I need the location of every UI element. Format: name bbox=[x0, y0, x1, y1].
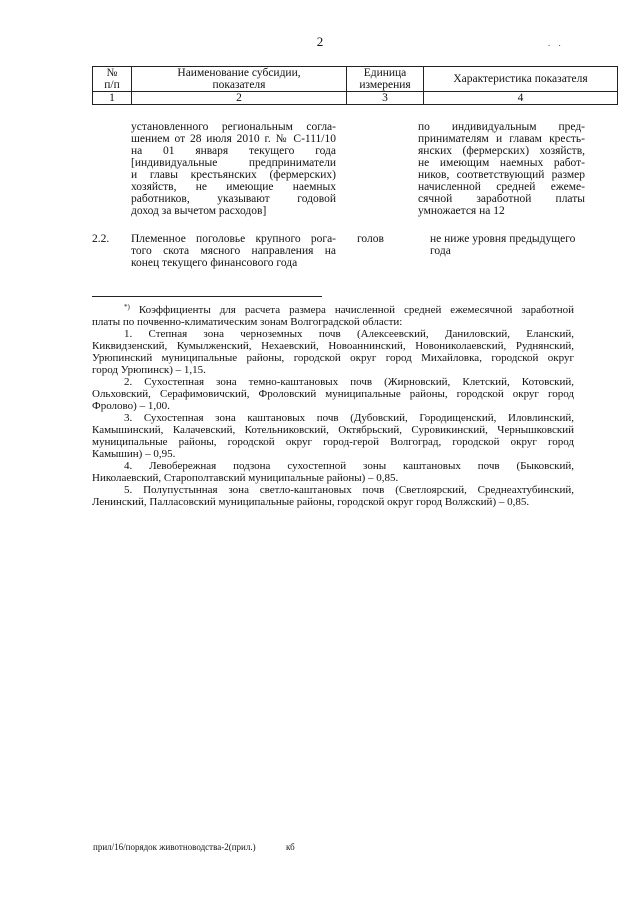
footer-initials: кб bbox=[286, 842, 295, 852]
column-numbers-row bbox=[93, 92, 618, 105]
col-number: 3 bbox=[347, 92, 424, 105]
header-num: № п/п bbox=[93, 67, 132, 92]
row1-characteristic-text: по индивидуальным пред- принимателям и главам кресть- янских (фермерских) хозяйств, не имеющим наемных работ- ников, соответствующий размер начисленной средней ежеме- сячной заработной платы умножается на 12 bbox=[418, 121, 585, 217]
col-number: 2 bbox=[132, 92, 347, 105]
col-number: 4 bbox=[424, 92, 618, 105]
footnote-item: 5. Полупустынная зона светло-каштановых почв (Светлоярский, Среднеахтубинский, Ленинский, Палласовский муниципальные районы, городской округ город Волжский) – 0,85. bbox=[92, 484, 574, 508]
row2-unit: голов bbox=[357, 233, 384, 245]
footnote-item: 1. Степная зона черноземных почв (Алексеевский, Даниловский, Еланский, Киквидзенский, Кумылженский, Нехаевский, Новоаннинский, Новониколаевский, Руднянский, Урюпинский муниципальные районы, городской округ город Михайловка, городской округ город Урюпинск) – 1,15. bbox=[92, 328, 574, 376]
indicator-table-header bbox=[92, 66, 618, 105]
table-header-row bbox=[93, 67, 618, 92]
header-name: Наименование субсидии, показателя bbox=[132, 67, 347, 92]
footnote-item: 2. Сухостепная зона темно-каштановых почв (Жирновский, Клетский, Котовский, Ольховский, Серафимовичский, Фроловский муниципальные районы, городской округ город Фролово) – 1,00. bbox=[92, 376, 574, 412]
header-unit: Единица измерения bbox=[347, 67, 424, 92]
footer-file-path: прил/16/порядок животноводства-2(прил.) bbox=[93, 842, 256, 852]
top-mark: . . bbox=[548, 38, 564, 48]
footnote-divider bbox=[92, 296, 322, 297]
footnote-item: 3. Сухостепная зона каштановых почв (Дубовский, Городищенский, Иловлинский, Камышинский, Калачевский, Котельниковский, Октябрьский, Суровикинский, Чернышковский муниципальные районы, городской округ город-герой Волгоград, городской округ город Камышин) – 0,95. bbox=[92, 412, 574, 460]
row1-name-text: установленного региональным согла- шением от 28 июля 2010 г. № С-111/10 на 01 января текущего года [индивидуальные предприниматели и главы крестьянских (фермерских) хозяйств, не имеющие наемных работников, указывают годовой доход за вычетом расходов] bbox=[131, 121, 336, 217]
page-number: 2 bbox=[316, 34, 324, 49]
footnote-intro: *) Коэффициенты для расчета размера начисленной средней ежемесячной заработной платы по почвенно-климатическим зонам Волгоградской области: bbox=[92, 303, 575, 328]
row2-name-text: Племенное поголовье крупного рога- того скота мясного направления на конец текущего финансового года bbox=[131, 233, 336, 269]
row2-characteristic-text: не ниже уровня предыдущего года bbox=[430, 233, 576, 257]
col-number: 1 bbox=[93, 92, 132, 105]
footnote bbox=[92, 301, 574, 508]
footnote-item: 4. Левобережная подзона сухостепной зоны каштановых почв (Быковский, Николаевский, Старополтавский муниципальные районы) – 0,85. bbox=[92, 460, 574, 484]
header-characteristic: Характеристика показателя bbox=[424, 67, 618, 92]
footnote-mark: *) bbox=[124, 303, 130, 311]
row2-number: 2.2. bbox=[92, 233, 110, 245]
